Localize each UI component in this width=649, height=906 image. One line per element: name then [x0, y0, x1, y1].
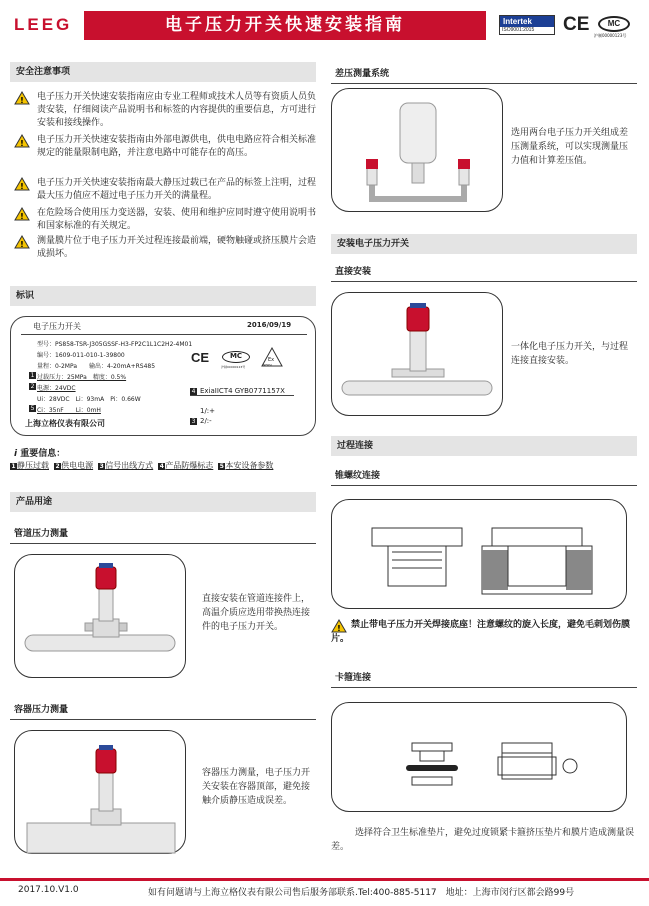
label-serial: 编号：1609-011-010-1-39800	[37, 352, 125, 359]
info-num: 2	[55, 463, 60, 470]
info-list	[10, 460, 320, 471]
thread-connection-illustration	[332, 500, 628, 610]
label-mc-number: 沪制00000123号	[221, 365, 246, 369]
thread-warning: 禁止带电子压力开关焊接底座！注意螺纹的旋入长度，避免毛刺划伤膜片。	[331, 620, 631, 644]
info-item	[98, 461, 153, 470]
safety-title: 安全注意事项	[10, 62, 316, 82]
diff-pressure-text: 选用两台电子压力开关组成差压测量系统，可以实现测量压力值和计算差压值。	[511, 128, 629, 166]
identification-title: 标识	[10, 286, 316, 306]
safety-text: 测量膜片位于电子压力开关过程连接最前端，硬物触碰或挤压膜片会造成损坏。	[37, 236, 317, 259]
usage-title: 产品用途	[10, 492, 316, 512]
info-title-text: 重要信息：	[20, 449, 66, 459]
pipe-measure-title: 管道压力测量	[10, 522, 316, 544]
label-ratings: Ui：28VDC Li：93mA Pi：0.66W	[37, 396, 141, 403]
direct-install-text: 一体化电子压力开关，与过程连接直接安装。	[511, 342, 629, 366]
vessel-measure-text: 容器压力测量，电子压力开关安装在容器顶部，避免接触介质静压造成误差。	[202, 768, 311, 806]
label-overload: 过载压力：25MPa 精度：0.5%	[37, 374, 127, 381]
label-exproof: ExiaIICT4 GYB0771157X	[200, 387, 285, 395]
label-mc-mark: MC	[222, 351, 250, 363]
svg-text:!: !	[20, 182, 24, 191]
iso-label: ISO9001:2015	[502, 27, 535, 33]
thread-connection-image	[331, 499, 627, 609]
warning-icon	[14, 177, 30, 191]
install-title: 安装电子压力开关	[331, 234, 637, 254]
label-divider	[21, 334, 307, 335]
clamp-title: 卡箍连接	[331, 666, 637, 688]
info-item	[218, 461, 273, 470]
diff-pressure-title: 差压测量系统	[331, 62, 637, 84]
clamp-text: 选择符合卫生标准垫片，避免过度锁紧卡箍挤压垫片和膜片造成测量误差。	[331, 828, 635, 852]
label-conn2: 2/:-	[200, 417, 212, 425]
svg-text:!: !	[337, 624, 341, 633]
label-date: 2016/09/19	[247, 321, 292, 329]
warning-icon	[14, 235, 30, 249]
label-conn1: 1/:+	[200, 407, 216, 415]
thread-title: 锥螺纹连接	[331, 464, 637, 486]
marker-4: 4	[191, 388, 196, 395]
safety-text: 电子压力开关快速安装指南由外部电源供电，供电电路应符合相关标准规定的能量限制电路，并注意电路中可能存在的高压。	[37, 135, 317, 158]
intertek-label: Intertek	[500, 16, 554, 27]
info-item	[54, 461, 93, 470]
marker-3: 3	[191, 418, 196, 425]
diff-system-illustration	[332, 89, 504, 213]
direct-install-title: 直接安装	[331, 260, 637, 282]
diff-pressure-image	[331, 88, 503, 212]
direct-install-illustration	[332, 293, 504, 417]
marker-2: 2	[30, 383, 35, 390]
label-ex: Ex	[268, 357, 275, 363]
info-num: 5	[219, 463, 224, 470]
label-ce-mark: CE	[191, 350, 210, 365]
footer-version: 2017.10.V1.0	[18, 885, 79, 895]
pipe-measure-image	[14, 554, 186, 678]
left-column	[10, 62, 317, 806]
warning-icon	[14, 134, 30, 148]
intertek-iso-badge	[499, 15, 555, 35]
header	[0, 0, 649, 52]
info-text: 信号出线方式	[105, 461, 154, 470]
page-title: 电子压力开关快速安装指南	[165, 15, 405, 35]
safety-text: 电子压力开关快速安装指南最大静压过载已在产品的标签上注明，过程最大压力值应不超过电子压力开关的满量程。	[37, 178, 317, 201]
info-text: 产品防爆标志	[165, 461, 214, 470]
clamp-connection-image	[331, 702, 627, 812]
ce-mark: CE	[563, 14, 590, 35]
warning-icon	[14, 91, 30, 105]
info-item	[10, 461, 49, 470]
pipe-measure-text: 直接安装在管道连接件上，高温介质应选用带换热连接件的电子压力开关。	[202, 594, 311, 632]
label-nepsi: NEPSI	[263, 363, 272, 367]
vessel-switch-illustration	[15, 731, 187, 855]
info-text: 静压过载	[17, 461, 49, 470]
info-num: 1	[11, 463, 16, 470]
safety-text: 在危险场合使用压力变送器，安装、使用和维护应同时遵守使用说明书和国家标准的有关规定。	[37, 208, 317, 231]
label-power: 电源：24VDC	[37, 385, 76, 392]
svg-text:!: !	[20, 240, 24, 249]
label-company: 上海立格仪表有限公司	[25, 419, 105, 428]
label-ex-underline	[190, 395, 294, 396]
info-num: 4	[159, 463, 164, 470]
marker-5: 5	[30, 405, 35, 412]
svg-text:!: !	[20, 96, 24, 105]
nameplate-label	[10, 316, 316, 436]
label-model: 型号：PS858-TSR-J305GSSF-H3-FP2C1L1C2H2-4M01	[37, 341, 193, 348]
pipe-switch-illustration	[15, 555, 187, 679]
vessel-measure-title: 容器压力测量	[10, 698, 316, 720]
info-text: 供电电源	[61, 461, 94, 470]
direct-install-image	[331, 292, 503, 416]
safety-text: 电子压力开关快速安装指南应由专业工程师或技术人员等有资质人员负责安装，仔细阅读产品说明书和标签的内容提供的重要信息，方可进行安装和接线操作。	[37, 92, 317, 128]
footer-divider	[0, 878, 649, 881]
svg-text:!: !	[20, 212, 24, 221]
label-ci: Ci：35nF Li：0mH	[37, 407, 101, 414]
warning-icon	[14, 207, 30, 221]
footer-contact: 如有问题请与上海立格仪表有限公司售后服务部联系.Tel:400-885-5117 地址：上海市闵行区都会路99号	[148, 888, 575, 898]
label-range: 量程：0-2MPa 输出：4-20mA+RS485	[37, 363, 156, 370]
clamp-connection-illustration	[332, 703, 628, 813]
svg-text:!: !	[20, 139, 24, 148]
leeg-logo: LEEG	[14, 15, 73, 34]
info-num: 3	[99, 463, 104, 470]
info-item	[158, 461, 213, 470]
marker-1: 1	[30, 372, 35, 379]
mc-mark: MC	[598, 16, 630, 32]
vessel-measure-image	[14, 730, 186, 854]
process-title: 过程连接	[331, 436, 637, 456]
info-title: i 重要信息：	[14, 449, 66, 459]
label-product: 电子压力开关	[33, 322, 81, 331]
mc-number: 沪制00000123号	[594, 33, 627, 38]
info-text: 本安设备参数	[225, 461, 274, 470]
